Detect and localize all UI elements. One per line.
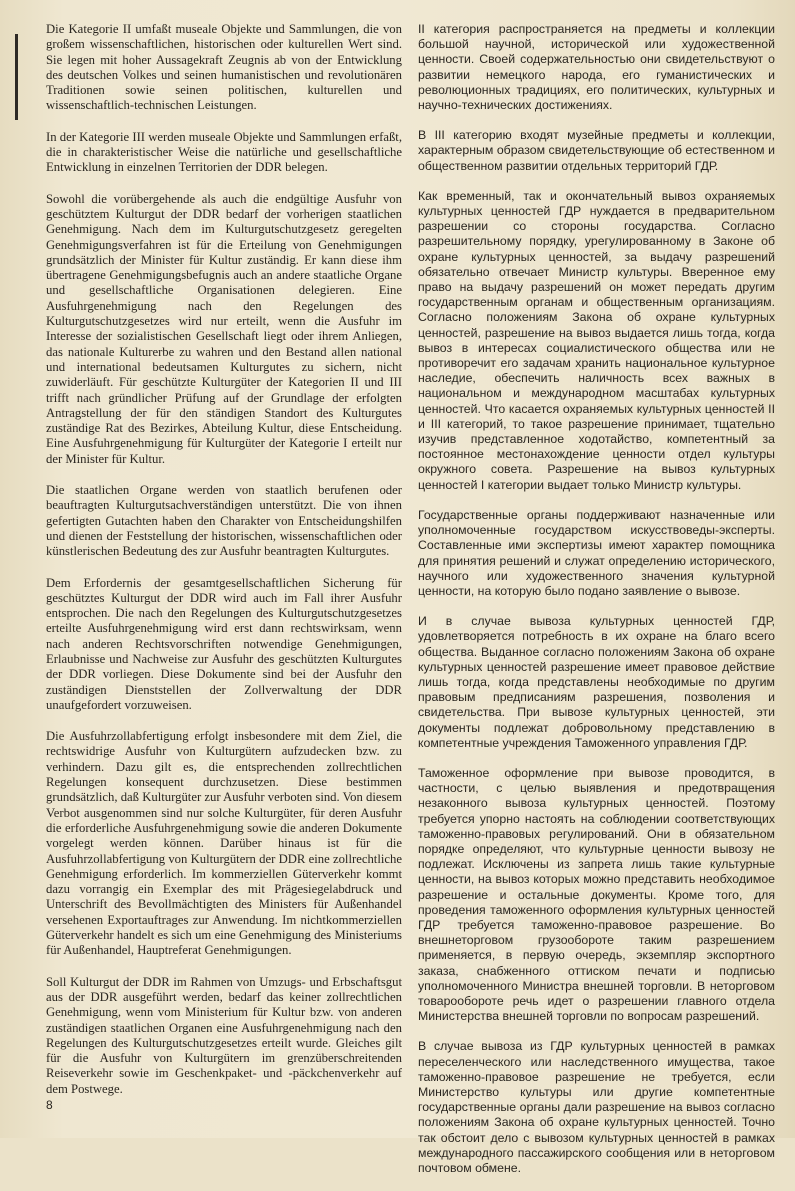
german-paragraph-4: Die staatlichen Organe werden von staatlich berufenen oder beauftragten Kulturgutsachverständigen unterstützt. Die von ihnen gefertigten Gutachten haben den Charakter von Entscheidungshilfen und dienen der Feststellung der historischen, wissenschaftlichen oder künstlerischen Bedeutung des zur Ausfuhr beantragten Kulturgutes. [46, 483, 402, 559]
german-paragraph-1: Die Kategorie II umfaßt museale Objekte und Sammlungen, die von großem wissenschaftlichen, historischen oder kulturellen Wert sind. Sie legen mit hoher Aussagekraft Zeugnis ab von der Entwicklung des deutschen Volkes und seinen humanistischen und revolutionären Traditionen sowie seinen politischen, kulturellen und wissenschaftlich-technischen Leistungen. [46, 22, 402, 113]
russian-paragraph-4: Государственные органы поддерживают назначенные или уполномоченные государством искусствоведы-эксперты. Составленные ими экспертизы имеют характер помощника для принятия решений и служат определению исторического, научного или художественного значения культурной ценности, на которую было подано заявление о вывозе. [418, 507, 775, 598]
german-column [46, 22, 402, 1113]
margin-rule [15, 34, 18, 120]
page-number: 8 [46, 1098, 53, 1112]
russian-paragraph-1: II категория распространяется на предметы и коллекции большой научной, исторической или художественной ценности. Своей содержательностью они свидетельствуют о развитии немецкого народа, его гуманистических и революционных традициях, его политических, культурных и научно-технических достижениях. [418, 22, 775, 113]
russian-paragraph-3: Как временный, так и окончательный вывоз охраняемых культурных ценностей ГДР нуждается в предварительном разрешении со стороны государства. Согласно разрешительному порядку, урегулированному в Законе об охране культурных ценностей, за выдачу разрешений обязательно отвечает Министр культуры. Вверенное ему право на выдачу разрешений он может передать другим государственным органам и общественным организациям. Согласно положениям Закона об охране культурных ценностей, разрешение на вывоз выдается лишь тогда, когда вывоз в интересах социалистического общества или не противоречит его задачам хранить национальное культурное наследие, обеспечить наличность всех важных в национальном и международном масштабах культурных ценностей. Что касается охраняемых культурных ценностей II и III категорий, то такое разрешение принимает, тщательно изучив представленное ходотайство, компетентный за постоянное местонахождение ценности отдел культуры окружного совета. Разрешение на вывоз культурных ценностей I категории выдает только Министр культуры. [418, 188, 775, 492]
russian-paragraph-2: В III категорию входят музейные предметы и коллекции, характерным образом свидетельствующие об естественном и общественном развитии отдельных территорий ГДР. [418, 128, 775, 173]
russian-paragraph-5: И в случае вывоза культурных ценностей ГДР, удовлетворяется потребность в их охране на благо всего общества. Выданное согласно положениям Закона об охране культурных ценностей разрешение имеет правовое действие лишь тогда, когда представлены необходимые по другим правовым предписаниям разрешения, позволения и свидетельства. При вывозе культурных ценностей, эти документы подлежат добровольному представлению в компетентные учреждения Таможенного управления ГДР. [418, 614, 775, 750]
german-paragraph-2: In der Kategorie III werden museale Objekte und Sammlungen erfaßt, die in charakteristischer Weise die natürliche und gesellschaftliche Entwicklung in einzelnen Territorien der DDR belegen. [46, 129, 402, 175]
russian-column [418, 22, 775, 1191]
german-paragraph-7: Soll Kulturgut der DDR im Rahmen von Umzugs- und Erbschaftsgut aus der DDR ausgeführt werden, bedarf das keiner zollrechtlichen Genehmigung, wenn vom Ministerium für Kultur bzw. von anderen zuständigen staatlichen Organen eine Ausfuhrgenehmigung nach den Regelungen des Kulturgutschutzgesetzes erteilt wurde. Gleiches gilt für die Ausfuhr von Kulturgütern im grenzüberschreitenden Reiseverkehr sowie im Geschenkpaket- und -päckchenverkehr auf dem Postwege. [46, 974, 402, 1096]
russian-paragraph-6: Таможенное оформление при вывозе проводится, в частности, с целью выявления и предотвращения незаконного вывоза культурных ценностей. Поэтому требуется упорно настоять на соблюдении соответствующих таможенно-правовых регулирований. Они в обязательном порядке определяют, что культурные ценности вывозу не подлежат. Исключены из запрета лишь такие культурные ценности, на вывоз которых можно представить необходимое разрешение и остальные документы. Кроме того, для проведения таможенного оформления культурных ценностей ГДР требуется таможенно-правовое разрешение. Во внешнеторговом грузообороте таким разрешением применяется, в первую очередь, экземпляр экспортного заказа, снабженного оттиском печати и подписью уполномоченного Министра внешней торговли. В неторговом товарообороте речь идет о разрешении главного отдела Министерства внешней торговли по вопросам разрешений. [418, 765, 775, 1024]
german-paragraph-6: Die Ausfuhrzollabfertigung erfolgt insbesondere mit dem Ziel, die rechtswidrige Ausfuhr von Kulturgütern aufzudecken bzw. zu verhindern. Dazu gilt es, die entsprechenden zollrechtlichen Regelungen konsequent durchzusetzen. Diese bestimmen grundsätzlich, daß Kulturgüter zur Ausfuhr verboten sind. Von diesem Verbot ausgenommen sind nur solche Kulturgüter, für deren Ausfuhr die erforderliche Ausfuhrgenehmigung sowie die anderen Dokumente vorgelegt werden können. Darüber hinaus ist für die Ausfuhrzollabfertigung von Kulturgütern der DDR eine zollrechtliche Genehmigung erforderlich. Im kommerziellen Güterverkehr kommt dazu vorrangig ein Exemplar des mit Prägesiegelabdruck und Unterschrift des Bevollmächtigten des Ministers für Außenhandel versehenen Exportauftrages zur Anwendung. Im nichtkommerziellen Güterverkehr handelt es sich um eine Genehmigung des Ministeriums für Außenhandel, Hauptreferat Genehmigungen. [46, 729, 402, 958]
german-paragraph-5: Dem Erfordernis der gesamtgesellschaftlichen Sicherung für geschütztes Kulturgut der DDR wird auch im Fall ihrer Ausfuhr entsprochen. Die nach den Regelungen des Kulturgutschutzgesetzes erteilte Ausfuhrgenehmigung wird erst dann rechtswirksam, wenn nach anderen Rechtsvorschriften notwendige Genehmigungen, Erlaubnisse und Nachweise zur Ausfuhr des geschützten Kulturgutes der DDR vorliegen. Diese Dokumente sind bei der Ausfuhr den zuständigen Dienststellen der Zollverwaltung der DDR unaufgefordert vorzuweisen. [46, 575, 402, 712]
german-paragraph-3: Sowohl die vorübergehende als auch die endgültige Ausfuhr von geschütztem Kulturgut der DDR bedarf der vorherigen staatlichen Genehmigung. Nach dem im Kulturgutschutzgesetz geregelten Genehmigungsverfahren ist für die Erteilung von Genehmigungen grundsätzlich der Minister für Kultur zuständig. Er kann diese ihm übertragene Genehmigungsbefugnis auch an andere staatliche Organe und gesellschaftliche Organisationen delegieren. Eine Ausfuhrgenehmigung nach den Regelungen des Kulturgutschutzgesetzes wird nur erteilt, wenn die Ausfuhr im Interesse der sozialistischen Gesellschaft liegt oder ihrem Anliegen, das nationale Kulturerbe zu wahren und den Bestand allen national und international bedeutsamen Kulturgutes zu sichern, nicht zuwiderläuft. Für geschützte Kulturgüter der Kategorien II und III trifft nach gründlicher Prüfung auf der Grundlage der erfolgten Antragstellung der für den ständigen Standort des Kulturgutes zuständige Rat des Bezirkes, Abteilung Kultur, diese Entscheidung. Eine Ausfuhrgenehmigung für Kulturgüter der Kategorie I erteilt nur der Minister für Kultur. [46, 191, 402, 466]
russian-paragraph-7: В случае вывоза из ГДР культурных ценностей в рамках переселенческого или наследственного имущества, такое таможенно-правовое разрешение не требуется, если Министерство культуры или другие компетентные государственные органы дали разрешение на вывоз согласно положениям Закона об охране культурных ценностей. Точно так обстоит дело с вывозом культурных ценностей в рамках международного пассажирского сообщения или в неторговом почтовом обмене. [418, 1039, 775, 1176]
